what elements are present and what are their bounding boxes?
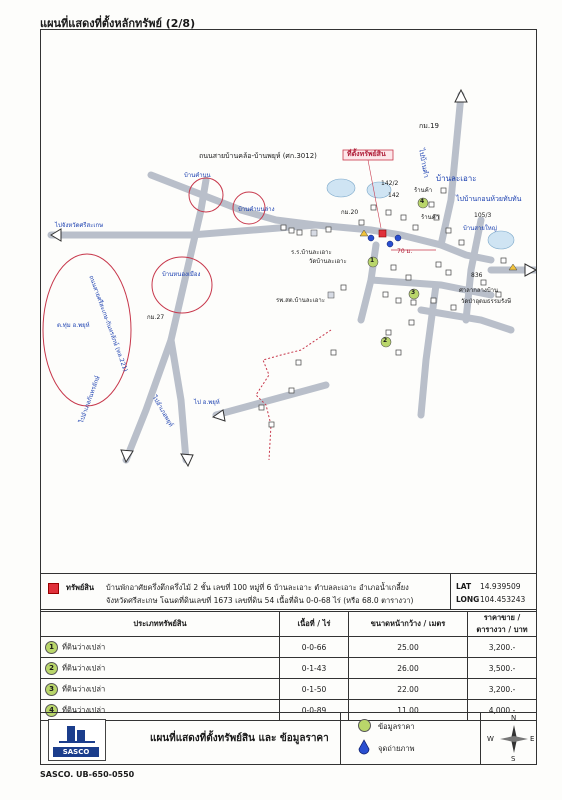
row-area: 0-1-50: [280, 679, 349, 700]
row-price: 3,200.-: [468, 679, 537, 700]
label-142-2: 142/2: [381, 180, 399, 187]
row-type: ที่ดินว่างเปล่า: [62, 684, 106, 693]
row-price: 3,200.-: [468, 637, 537, 658]
location-map: [41, 30, 536, 572]
row-width: 26.00: [349, 658, 468, 679]
table-row: [41, 637, 537, 658]
label-836: 836: [471, 272, 483, 279]
legend-photo-label: จุดถ่ายภาพ: [378, 744, 415, 753]
logo-text: SASCO: [53, 747, 99, 757]
row-marker: 1: [45, 641, 58, 654]
row-price: 3,500.-: [468, 658, 537, 679]
footer-title: แผนที่แสดงที่ตั้งทรัพย์สิน และ ข้อมูลราคา: [150, 733, 329, 744]
label-km20: กม.20: [341, 209, 359, 216]
table-header: [41, 612, 537, 637]
lat-label: LAT: [456, 582, 472, 591]
label-ban-sai-yai: บ้านสายใหญ่: [463, 225, 497, 232]
row-price: 4,000.-: [468, 700, 537, 721]
label-wat-2: วัดป่าอุดมธรรมรังษี: [461, 298, 512, 305]
label-school: ร.ร.บ้านละเอาะ: [291, 249, 332, 256]
label-road-3012: ถนนสายบ้านคล้อ-บ้านพยุห์ (ศก.3012): [199, 152, 317, 160]
row-marker: 4: [45, 704, 58, 717]
property-line-2: จังหวัดศรีสะเกษ โฉนดที่ดินเลขที่ 1673 เลขที่ดิน 54 เนื้อที่ดิน 0-0-68 ไร่ (หรือ 68.0 ตารางวา): [106, 596, 414, 605]
long-value: 104.453243: [480, 595, 526, 604]
price-marker-icon: [358, 719, 371, 732]
compass-n: N: [511, 714, 517, 722]
label-to-phayu: ไป อ.พยุห์: [194, 399, 220, 406]
row-marker: 3: [45, 683, 58, 696]
label-to-ban-kham: ไปบ้านคำ: [417, 147, 431, 179]
arrow-west: [51, 229, 61, 241]
arrow-north: [455, 90, 467, 102]
col-width: ขนาดหน้ากว้าง / เมตร: [349, 612, 468, 637]
page-title: แผนที่แสดงที่ตั้งหลักทรัพย์ (2/8): [40, 17, 196, 30]
col-type: ประเภททรัพย์สิน: [41, 612, 280, 637]
label-shop-2: ร้านค้า: [421, 214, 440, 221]
logo-icon: [49, 720, 105, 750]
sasco-logo: [48, 719, 106, 761]
compass-e: E: [530, 735, 535, 743]
row-type: ที่ดินว่างเปล่า: [62, 705, 106, 714]
label-ban-lapuak: บ้านละเอาะ: [436, 174, 477, 183]
road-to-phayu: [216, 385, 326, 415]
label-ban-nong-muang: บ้านหนองเมือง: [162, 271, 201, 278]
row-width: 22.00: [349, 679, 468, 700]
road-east: [466, 220, 481, 320]
road-north: [441, 95, 461, 245]
label-to-huai-thap-than: ไปบ้านกอนห้วยทับทัน: [456, 195, 522, 203]
property-info: [40, 573, 537, 610]
label-tambon: ต.ทุ่ม อ.พยุห์: [57, 322, 90, 329]
property-line-1: บ้านพักอาศัยครึ่งตึกครึ่งไม้ 2 ชั้น เลขที่ 100 หมู่ที่ 6 บ้านละเอาะ ตำบลละเอาะ อำเภอน้ำเกลี้ยง: [106, 583, 409, 592]
label-ban-kham-lang: บ้านคำบนล่าง: [238, 206, 275, 213]
table-row: [41, 679, 537, 700]
row-area: 0-0-66: [280, 637, 349, 658]
label-to-amphoe-phayu: ไปอำเภอพยุห์: [150, 394, 175, 429]
property-label: ทรัพย์สิน: [66, 583, 95, 592]
label-ban-kham-bon: บ้านคำบน: [184, 172, 211, 179]
marker-4-num: 4: [420, 198, 425, 205]
document-code: SASCO. UB-650-0550: [40, 770, 135, 779]
marker-3-num: 3: [411, 289, 416, 296]
label-142: 142: [388, 192, 400, 199]
label-property: ที่ตั้งทรัพย์สิน: [347, 150, 386, 158]
label-dist-70: 70 ม.: [397, 248, 413, 255]
col-area: เนื้อที่ / ไร่: [280, 612, 349, 637]
label-sala: ศาลากลางบ้าน: [459, 287, 499, 294]
compass-s: S: [511, 755, 516, 763]
label-km27: กม.27: [147, 314, 165, 321]
price-table: [40, 611, 537, 721]
label-highway-221: ถนนสายศรีสะเกษ-กันทรลักษ์ (ทล.221): [87, 274, 129, 373]
compass-w: W: [487, 735, 494, 743]
label-105-3: 105/3: [474, 212, 492, 219]
property-legend-square: [48, 583, 59, 594]
row-type: ที่ดินว่างเปล่า: [62, 642, 106, 651]
row-area: 0-1-43: [280, 658, 349, 679]
marker-2-num: 2: [383, 337, 388, 344]
photo-point-icon: [358, 739, 370, 755]
row-marker: 2: [45, 662, 58, 675]
label-temple: วัดบ้านละเอาะ: [309, 258, 347, 265]
legend-price-label: ข้อมูลราคา: [378, 722, 415, 731]
highway-221-branch: [171, 340, 186, 460]
row-width: 25.00: [349, 637, 468, 658]
long-label: LONG: [456, 595, 480, 604]
table-row: [41, 658, 537, 679]
row-area: 0-0-89: [280, 700, 349, 721]
marker-1-num: 1: [370, 257, 375, 264]
arrow-east: [525, 264, 536, 276]
label-to-sisaket: ไปจังหวัดศรีสะเกษ: [55, 222, 104, 229]
property-marker: [379, 230, 386, 237]
row-width: 11.00: [349, 700, 468, 721]
col-price: ราคาขาย / ตารางวา / บาท: [468, 612, 537, 637]
label-to-kanthararak: ไปอำเภอกันทรลักษ์: [78, 375, 102, 425]
label-km19: กม.19: [419, 122, 439, 130]
road-south: [421, 285, 436, 415]
footer: [40, 712, 537, 765]
label-hospital: รพ.สต.บ้านละเอาะ: [276, 297, 325, 304]
lat-value: 14.939509: [480, 582, 521, 591]
row-type: ที่ดินว่างเปล่า: [62, 663, 106, 672]
label-shop: ร้านค้า: [414, 187, 433, 194]
